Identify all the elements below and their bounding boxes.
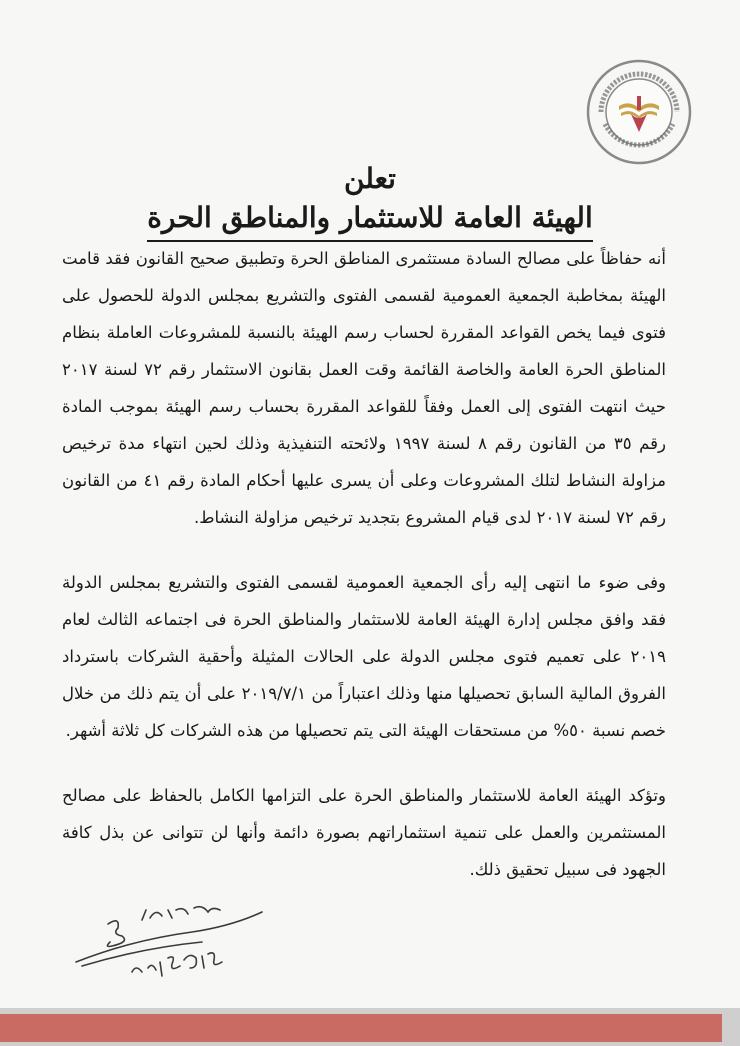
announcement-header (0, 160, 740, 242)
paragraph-commitment: وتؤكد الهيئة العامة للاستثمار والمناطق الحرة على التزامها الكامل بالحفاظ على مصالح المستثمرين والعمل على تنمية استثماراتهم بصورة دائمة وأنها لن تتوانى عن بذل كافة الجهود فى سبيل تحقيق ذلك. (62, 786, 666, 879)
handwritten-signature (72, 902, 272, 980)
signature-scribble-icon (72, 902, 272, 980)
paragraph-fatwa: أنه حفاظاً على مصالح السادة مستثمرى المناطق الحرة وتطبيق صحيح القانون فقد قامت الهيئة بمخاطبة الجمعية العمومية لقسمى الفتوى والتشريع بمجلس الدولة للحصول على فتوى فيما يخص القواعد المقررة لحساب رسم الهيئة بالنسبة للمشروعات العاملة بنظام المناطق الحرة العامة والخاصة القائمة وقت العمل بقانون الاستثمار رقم ٧٢ لسنة ٢٠١٧ حيث انتهت الفتوى إلى العمل وفقاً للقواعد المقررة بحساب رسم الهيئة بموجب المادة رقم ٣٥ من القانون رقم ٨ لسنة ١٩٩٧ ولائحته التنفيذية وذلك لحين انتهاء مدة ترخيص مزاولة النشاط لتلك المشروعات وعلى أن يسرى عليها أحكام المادة رقم ٤١ من القانون رقم ٧٢ لسنة ٢٠١٧ لدى قيام المشروع بتجديد ترخيص مزاولة النشاط. (62, 249, 667, 527)
paragraph-board-decision: وفى ضوء ما انتهى إليه رأى الجمعية العمومية لقسمى الفتوى والتشريع بمجلس الدولة فقد وافق مجلس إدارة الهيئة العامة للاستثمار والمناطق الحرة فى اجتماعه الثالث لعام ٢٠١٩ على تعميم فتوى مجلس الدولة على الحالات المثيلة وأحقية الشركات باسترداد الفروق المالية السابق تحصيلها منها وذلك اعتباراً من ٢٠١٩/٧/١ على أن يتم ذلك من خلال خصم نسبة ٥٠% من مستحقات الهيئة التى يتم تحصيلها من هذه الشركات كل ثلاثة أشهر. (62, 573, 667, 740)
authority-name-heading: الهيئة العامة للاستثمار والمناطق الحرة (147, 198, 592, 242)
logo-seal-icon (585, 58, 693, 166)
announcement-body (62, 240, 666, 916)
footer-color-stripe (0, 1014, 722, 1042)
authority-logo (585, 58, 693, 166)
announcement-title: تعلن (344, 162, 396, 195)
